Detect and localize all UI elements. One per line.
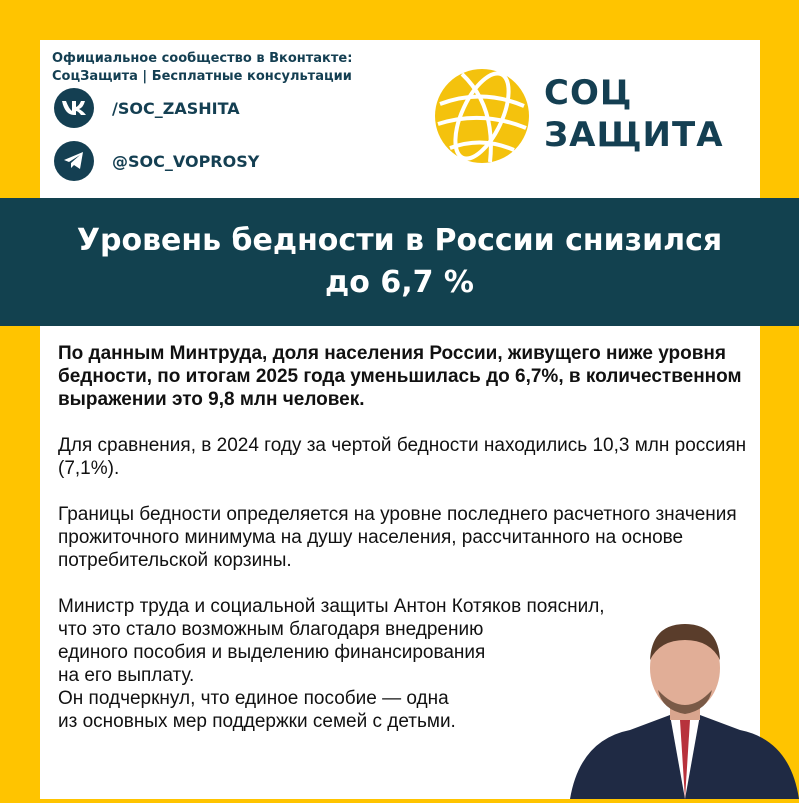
definition-paragraph: Границы бедности определяется на уровне последнего расчетного значения прожиточного минимума на душу населения, рассчитанного на основе потребительской корзины. bbox=[58, 504, 737, 571]
community-info bbox=[52, 50, 422, 86]
logo-line-1: СОЦ bbox=[544, 73, 633, 113]
minister-line-6: из основных мер поддержки семей с детьми. bbox=[58, 711, 456, 732]
telegram-icon bbox=[54, 141, 94, 181]
minister-line-3: единого пособия и выделению финансирования bbox=[58, 642, 486, 663]
community-line-2: СоцЗащита | Бесплатные консультации bbox=[52, 69, 352, 84]
telegram-handle: @SOC_VOPROSY bbox=[112, 151, 260, 171]
comparison-paragraph: Для сравнения, в 2024 году за чертой бедности находились 10,3 млн россиян (7,1%). bbox=[58, 435, 747, 479]
globe-logo-icon bbox=[432, 66, 532, 170]
minister-line-2: что это стало возможным благодаря внедрению bbox=[58, 619, 484, 640]
headline-banner bbox=[0, 198, 799, 326]
minister-line-4: на его выплату. bbox=[58, 665, 195, 686]
community-line-1: Официальное сообщество в Вконтакте: bbox=[52, 51, 353, 66]
headline-line-2: до 6,7 % bbox=[325, 265, 474, 300]
vk-icon bbox=[54, 88, 94, 128]
headline-line-1: Уровень бедности в России снизился bbox=[76, 223, 723, 258]
logo-line-2: ЗАЩИТА bbox=[544, 115, 724, 155]
minister-photo bbox=[570, 620, 799, 803]
lead-paragraph: По данным Минтруда, доля населения России, живущего ниже уровня бедности, по итогам 2025 года уменьшилась до 6,7%, в количественном выражении это 9,8 млн человек. bbox=[58, 343, 742, 410]
minister-line-5: Он подчеркнул, что единое пособие — одна bbox=[58, 688, 449, 709]
minister-line-1: Министр труда и социальной защиты Антон Котяков пояснил, bbox=[58, 596, 605, 617]
telegram-link[interactable] bbox=[54, 141, 259, 181]
logo-text bbox=[544, 72, 724, 156]
vk-link[interactable] bbox=[54, 88, 240, 128]
vk-handle: /SOC_ZASHITA bbox=[112, 98, 240, 118]
